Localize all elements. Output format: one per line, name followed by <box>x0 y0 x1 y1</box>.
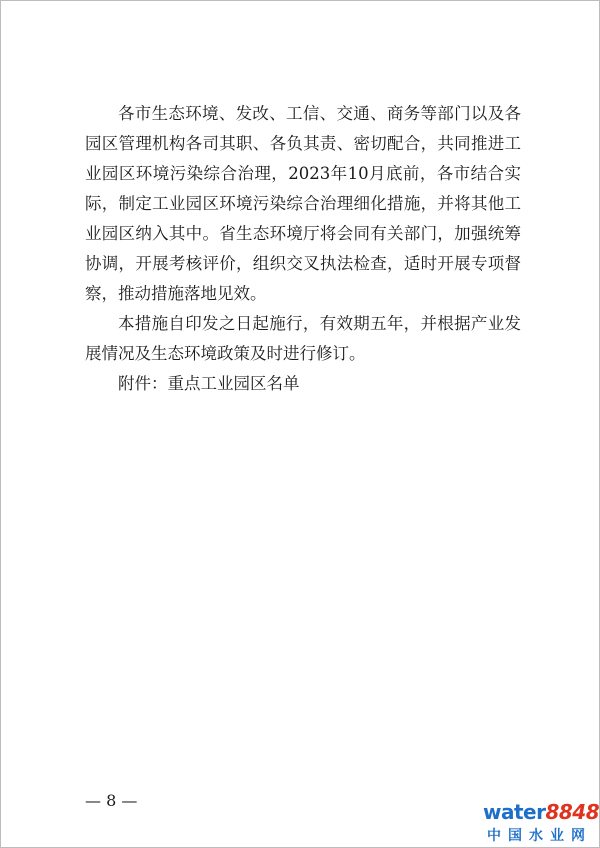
watermark-brand <box>483 801 599 823</box>
page-number: — 8 — <box>85 791 138 810</box>
paragraph-effective-period: 本措施自印发之日起施行，有效期五年，并根据产业发展情况及生态环境政策及时进行修订。 <box>85 314 521 363</box>
watermark-brand-word: water <box>483 800 546 824</box>
watermark-brand-number: 8848 <box>545 800 600 824</box>
document-body <box>85 99 521 399</box>
attachment-line: 附件：重点工业园区名单 <box>118 374 300 393</box>
watermark-brand-chinese: 中国水业网 <box>487 828 592 844</box>
paragraph-implementation: 各市生态环境、发改、工信、交通、商务等部门以及各园区管理机构各司其职、各负其责、密切配合，共同推进工业园区环境污染综合治理，2023年10月底前，各市结合实际，制定工业园区环境污染综合治理细化措施，并将其他工业园区纳入其中。省生态环境厅将会同有关部门，加强统筹协调，开展考核评价，组织交叉执法检查，适时开展专项督察，推动措施落地见效。 <box>85 104 521 303</box>
watermark-logo <box>483 800 600 845</box>
